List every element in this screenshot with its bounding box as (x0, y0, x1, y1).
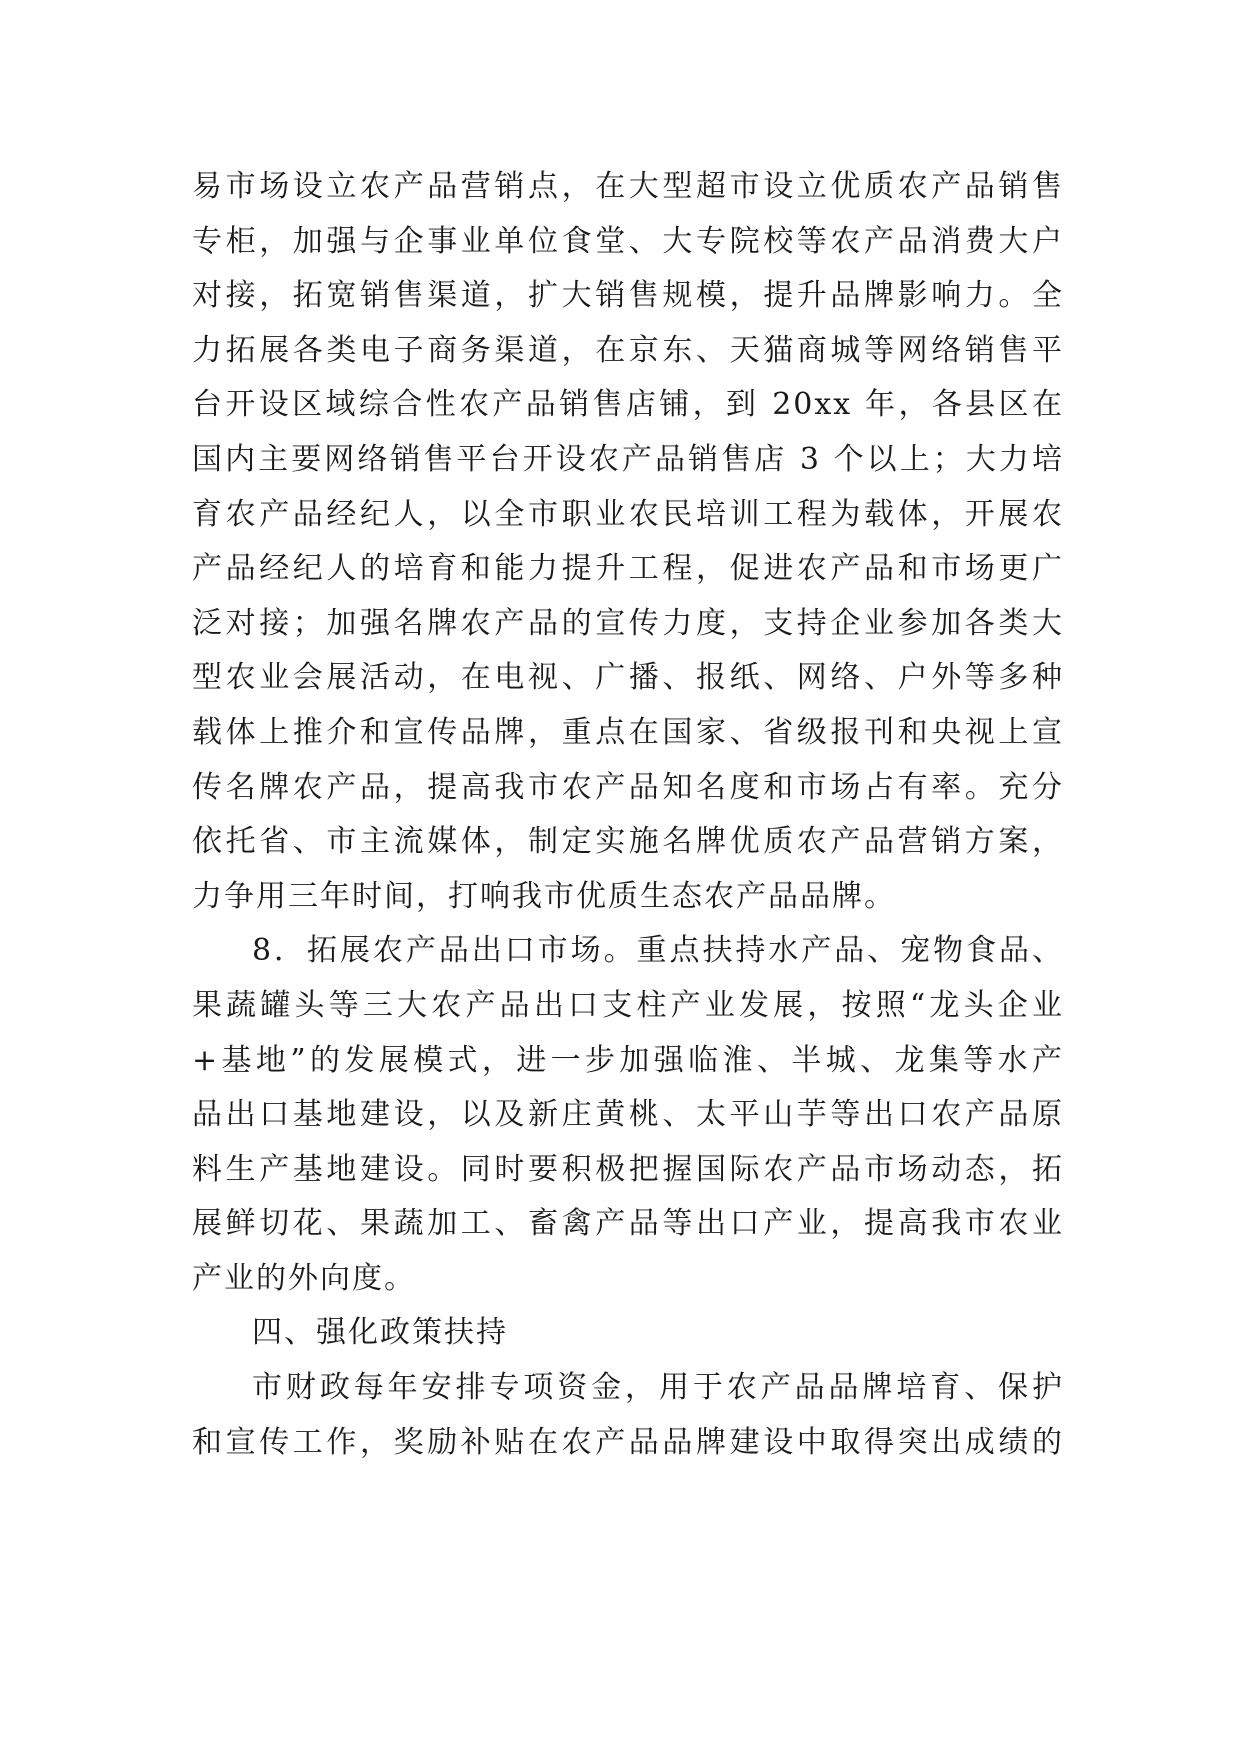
text-line: 型农业会展活动，在电视、广播、报纸、网络、户外等多种 (192, 660, 1064, 696)
text-line: 力争用三年时间，打响我市优质生态农产品品牌。 (192, 878, 896, 914)
text-line: 育农产品经纪人，以全市职业农民培训工程为载体，开展农 (192, 496, 1064, 532)
text-line: 泛对接；加强名牌农产品的宣传力度，支持企业参加各类大 (192, 605, 1064, 641)
text-line: 和宣传工作，奖励补贴在农产品品牌建设中取得突出成绩的 (192, 1424, 1064, 1460)
text-line: 国内主要网络销售平台开设农产品销售店 3 个以上；大力培 (192, 441, 1064, 477)
text-line: 载体上推介和宣传品牌，重点在国家、省级报刊和央视上宣 (192, 714, 1064, 750)
body-text (192, 160, 1064, 1470)
text-line: 品出口基地建设，以及新庄黄桃、太平山芋等出口农产品原 (192, 1097, 1064, 1133)
text-line: 台开设区域综合性农产品销售店铺，到 20xx 年，各县区在 (192, 387, 1064, 423)
text-line: 料生产基地建设。同时要积极把握国际农产品市场动态，拓 (192, 1151, 1064, 1187)
text-line: 力拓展各类电子商务渠道，在京东、天猫商城等网络销售平 (192, 332, 1064, 368)
section-heading: 四、强化政策扶持 (252, 1315, 508, 1351)
text-line: 传名牌农产品，提高我市农产品知名度和市场占有率。充分 (192, 769, 1064, 805)
text-line: 易市场设立农产品营销点，在大型超市设立优质农产品销售 (192, 169, 1064, 204)
text-line: 专柜，加强与企事业单位食堂、大专院校等农产品消费大户 (192, 223, 1064, 259)
text-line: 展鲜切花、果蔬加工、畜禽产品等出口产业，提高我市农业 (192, 1206, 1064, 1242)
text-line: +基地”的发展模式，进一步加强临淮、半城、龙集等水产 (192, 1042, 1064, 1078)
paragraph-start-line: 8．拓展农产品出口市场。重点扶持水产品、宠物食品、 (252, 933, 1064, 969)
text-line: 对接，拓宽销售渠道，扩大销售规模，提升品牌影响力。全 (192, 278, 1064, 314)
text-line: 产业的外向度。 (192, 1260, 416, 1296)
paragraph-start-line: 市财政每年安排专项资金，用于农产品品牌培育、保护 (252, 1370, 1064, 1406)
text-line: 产品经纪人的培育和能力提升工程，促进农产品和市场更广 (192, 551, 1064, 587)
text-line: 果蔬罐头等三大农产品出口支柱产业发展，按照“龙头企业 (192, 987, 1064, 1023)
text-line: 依托省、市主流媒体，制定实施名牌优质农产品营销方案， (192, 824, 1064, 860)
